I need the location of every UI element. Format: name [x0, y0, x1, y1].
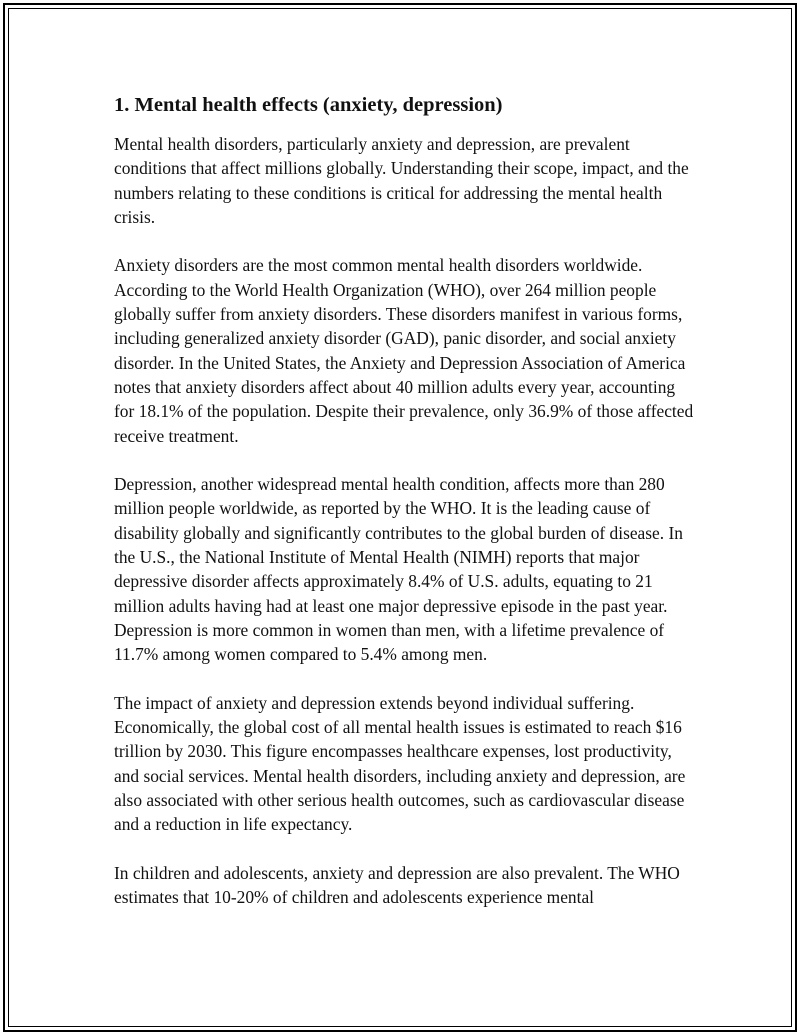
section-heading: 1. Mental health effects (anxiety, depression)	[114, 94, 503, 116]
document-body	[114, 92, 694, 934]
paragraph-depression: Depression, another widespread mental health condition, affects more than 280 million people worldwide, as reported by the WHO. It is the leading cause of disability globally and significantly contributes to the global burden of disease. In the U.S., the National Institute of Mental Health (NIMH) reports that major depressive disorder affects approximately 8.4% of U.S. adults, equating to 21 million adults having had at least one major depressive episode in the past year. Depression is more common in women than men, with a lifetime prevalence of 11.7% among women compared to 5.4% among men.	[114, 474, 683, 665]
paragraph-impact: The impact of anxiety and depression extends beyond individual suffering. Economically, the global cost of all mental health issues is estimated to reach $16 trillion by 2030. This figure encompasses healthcare expenses, lost productivity, and social services. Mental health disorders, including anxiety and depression, are also associated with other serious health outcomes, such as cardiovascular disease and a reduction in life expectancy.	[114, 692, 686, 835]
paragraph-anxiety: Anxiety disorders are the most common mental health disorders worldwide. According to the World Health Organization (WHO), over 264 million people globally suffer from anxiety disorders. These disorders manifest in various forms, including generalized anxiety disorder (GAD), panic disorder, and social anxiety disorder. In the United States, the Anxiety and Depression Association of America notes that anxiety disorders affect about 40 million adults every year, accounting for 18.1% of the population. Despite their prevalence, only 36.9% of those affected receive treatment.	[114, 255, 694, 446]
paragraph-children: In children and adolescents, anxiety and depression are also prevalent. The WHO estimates that 10-20% of children and adolescents experience mental	[114, 862, 680, 908]
paragraph-intro: Mental health disorders, particularly anxiety and depression, are prevalent conditions that affect millions globally. Understanding their scope, impact, and the numbers relating to these conditions is critical for addressing the mental health crisis.	[114, 134, 689, 227]
